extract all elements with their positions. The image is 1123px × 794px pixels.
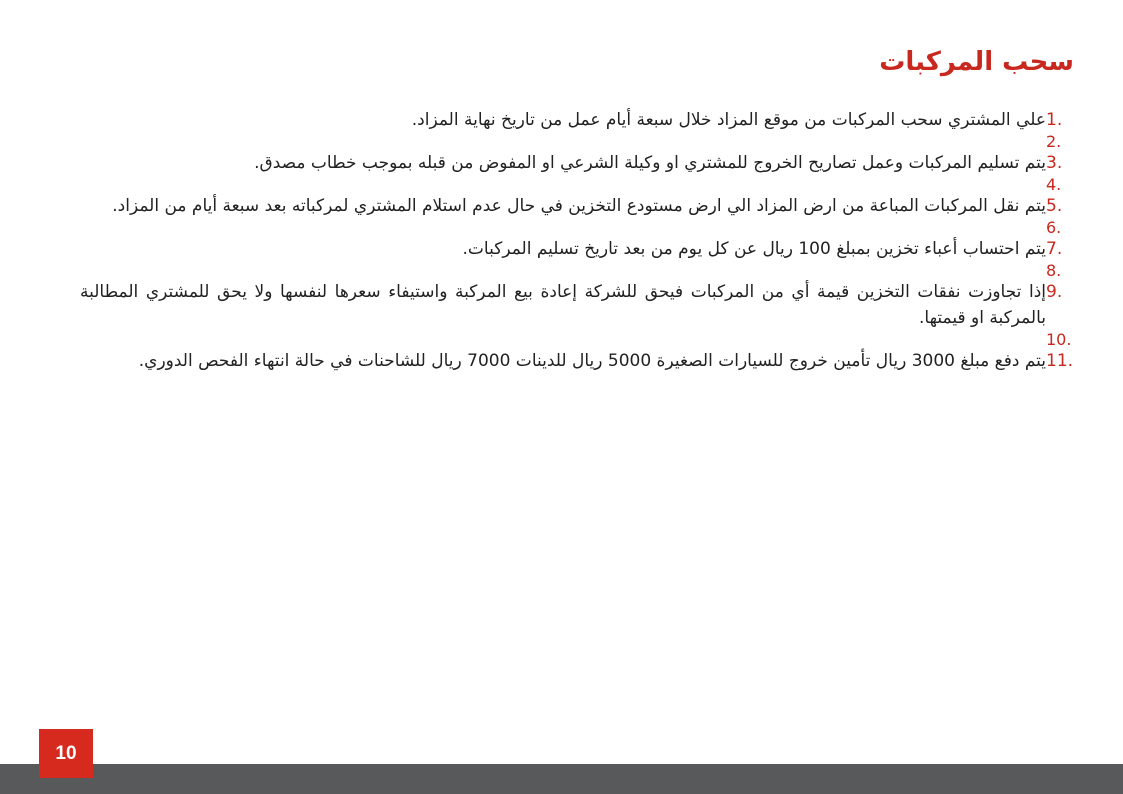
- list-item-number: 8.: [1046, 261, 1062, 280]
- list-item-text: يتم نقل المركبات المباعة من ارض المزاد الي ارض مستودع التخزين في حال عدم استلام المشتري لمركباته بعد سبعة أيام من المزاد.: [112, 196, 1046, 216]
- list-item-number: 5.: [1046, 196, 1063, 216]
- list-item-empty: [80, 133, 1074, 150]
- list-item: [80, 150, 1074, 176]
- terms-list: [80, 107, 1074, 374]
- list-item-text: يتم احتساب أعباء تخزين بمبلغ 100 ريال عن كل يوم من بعد تاريخ تسليم المركبات.: [462, 239, 1046, 259]
- list-item: [80, 193, 1074, 219]
- list-item: [80, 107, 1074, 133]
- list-item-empty: [80, 176, 1074, 193]
- footer-bar: [0, 764, 1123, 794]
- list-item-number: 10.: [1046, 330, 1072, 349]
- list-item: [80, 279, 1074, 331]
- list-item-number: 7.: [1046, 239, 1063, 259]
- list-item-number: 4.: [1046, 175, 1062, 194]
- list-item-empty: [80, 219, 1074, 236]
- list-item-number: 11.: [1046, 351, 1074, 371]
- list-item-text: يتم تسليم المركبات وعمل تصاريح الخروج للمشتري او وكيلة الشرعي او المفوض من قبله بموجب خطاب مصدق.: [254, 153, 1046, 173]
- list-item-text: علي المشتري سحب المركبات من موقع المزاد خلال سبعة أيام عمل من تاريخ نهاية المزاد.: [411, 110, 1046, 130]
- list-item-number: 1.: [1046, 110, 1063, 130]
- list-item-text: يتم دفع مبلغ 3000 ريال تأمين خروج للسيارات الصغيرة 5000 ريال للدينات 7000 ريال للشاحنات في حالة انتهاء الفحص الدوري.: [138, 351, 1046, 371]
- list-item-number: 2.: [1046, 132, 1062, 151]
- list-item-number: 9.: [1046, 282, 1063, 302]
- list-item-empty: [80, 331, 1074, 348]
- list-item-number: 3.: [1046, 153, 1063, 173]
- page-title: سحب المركبات: [879, 47, 1074, 77]
- list-item-text: إذا تجاوزت نفقات التخزين قيمة أي من المركبات فيحق للشركة إعادة بيع المركبة واستيفاء سعرها لنفسها ولا يحق للمشتري المطالبة بالمركبة او قيمتها.: [80, 282, 1046, 328]
- list-item-empty: [80, 262, 1074, 279]
- list-item-number: 6.: [1046, 218, 1062, 237]
- page-number: 10: [55, 742, 77, 764]
- page-number-badge: [39, 729, 93, 778]
- list-item: [80, 348, 1074, 374]
- list-item: [80, 236, 1074, 262]
